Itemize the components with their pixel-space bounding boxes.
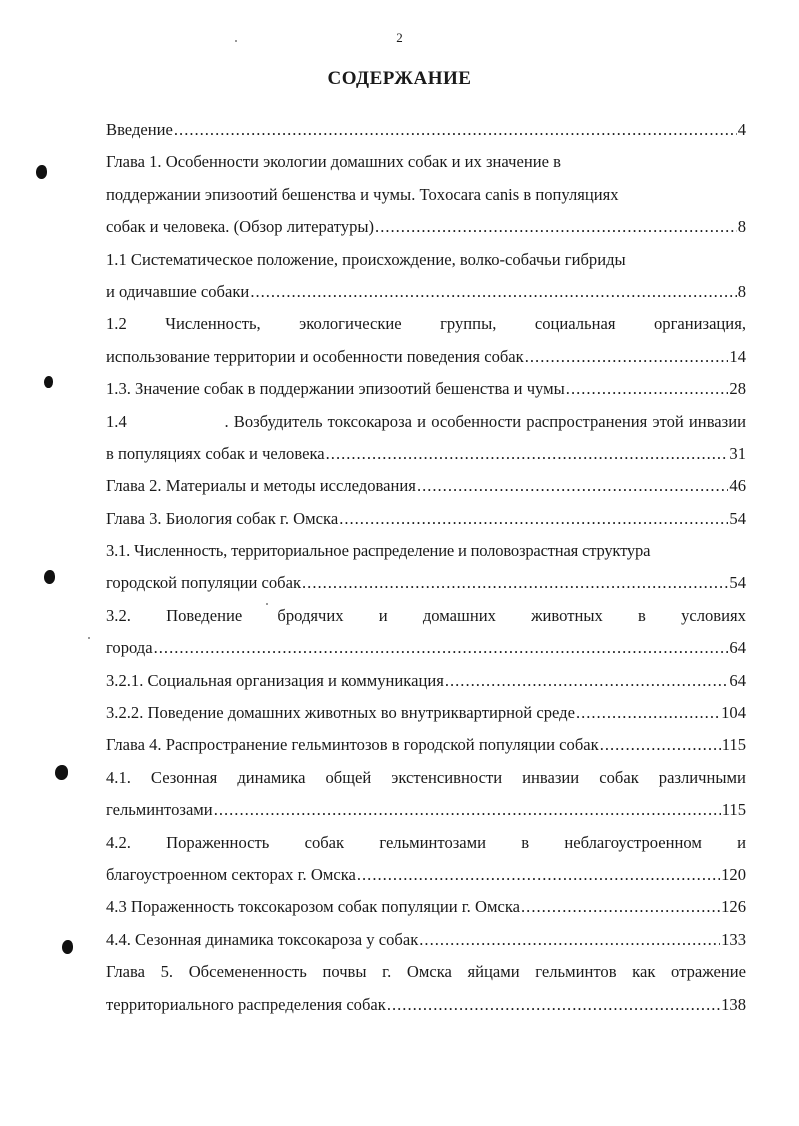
toc-word: отражение xyxy=(671,962,746,982)
toc-word: как xyxy=(632,962,656,982)
leader-dots xyxy=(302,573,728,593)
toc-word: условиях xyxy=(681,605,746,625)
toc-entry-3-1-line2[interactable] xyxy=(106,573,746,605)
toc-word: Обсемененность xyxy=(188,962,307,982)
table-of-contents xyxy=(106,120,746,1027)
toc-entry-ch2[interactable] xyxy=(106,476,746,508)
leader-dots xyxy=(525,347,729,367)
toc-entry-4-4[interactable] xyxy=(106,930,746,962)
toc-entry-text: благоустроенном секторах г. Омска xyxy=(106,864,356,884)
toc-entry-text: территориального распределения собак xyxy=(106,994,386,1014)
toc-word: инвазии xyxy=(522,767,580,787)
toc-entry-text: 4.4. Сезонная динамика токсокароза у собак xyxy=(106,929,419,949)
leader-dots xyxy=(375,217,737,237)
toc-word: животных xyxy=(531,605,603,625)
toc-entry-page: 31 xyxy=(729,443,746,463)
toc-word: 3.2. xyxy=(106,605,131,625)
toc-word: различными xyxy=(658,767,746,787)
toc-entry-text: Глава 1. Особенности экологии домашних собак и их значение в xyxy=(106,152,561,172)
toc-word: собак xyxy=(599,767,639,787)
toc-entry-page: 138 xyxy=(721,994,746,1014)
toc-entry-page: 104 xyxy=(721,703,746,723)
toc-entry-page: 120 xyxy=(721,864,746,884)
leader-dots xyxy=(250,282,736,302)
toc-entry-text: города xyxy=(106,638,153,658)
toc-entry-1-4-line2[interactable] xyxy=(106,444,746,476)
toc-entry-page: 8 xyxy=(737,217,746,237)
toc-entry-3-2-1[interactable] xyxy=(106,671,746,703)
scan-mark xyxy=(44,570,55,584)
toc-word: Омска xyxy=(406,962,452,982)
toc-word: гельминтозами xyxy=(379,832,487,852)
toc-entry-4-2-line2[interactable] xyxy=(106,865,746,897)
toc-entry-1-4-line1[interactable] xyxy=(106,412,746,444)
toc-entry-text: городской популяции собак xyxy=(106,573,302,593)
page-number: 2 xyxy=(396,30,403,45)
toc-entry-3-1-line1[interactable] xyxy=(106,541,746,573)
toc-entry-page: 115 xyxy=(721,800,746,820)
toc-word: экологические xyxy=(299,314,402,334)
toc-entry-text: собак и человека. (Обзор литературы) xyxy=(106,217,375,237)
toc-word: 4.2. xyxy=(106,832,131,852)
toc-entry-page: 54 xyxy=(729,508,746,528)
toc-entry-1-3[interactable] xyxy=(106,379,746,411)
toc-entry-ch5-line1[interactable] xyxy=(106,962,746,994)
toc-entry-text: Глава 4. Распространение гельминтозов в городской популяции собак xyxy=(106,735,599,755)
toc-word: почвы xyxy=(322,962,367,982)
toc-word: бродячих xyxy=(277,605,344,625)
leader-dots xyxy=(445,671,729,691)
toc-word: организация, xyxy=(653,314,746,334)
toc-entry-page: 46 xyxy=(729,476,746,496)
leader-dots xyxy=(521,897,720,917)
toc-entry-4-2-line1[interactable] xyxy=(106,833,746,865)
toc-entry-page: 14 xyxy=(729,346,746,366)
toc-entry-text: 3.1. Численность, территориальное распределение и половозрастная структура xyxy=(106,541,651,561)
toc-word: динамика xyxy=(237,767,306,787)
toc-entry-page: 115 xyxy=(721,735,746,755)
toc-entry-text: и одичавшие собаки xyxy=(106,281,250,301)
leader-dots xyxy=(566,379,729,399)
toc-word: гельминтов xyxy=(535,962,617,982)
leader-dots xyxy=(419,930,720,950)
toc-word: в xyxy=(638,605,646,625)
toc-word: 5. xyxy=(160,962,174,982)
scan-mark xyxy=(44,376,53,388)
toc-entry-page: 4 xyxy=(737,120,746,139)
toc-entry-page: 54 xyxy=(729,573,746,593)
toc-entry-3-2-line1[interactable] xyxy=(106,606,746,638)
toc-entry-text: поддержании эпизоотий бешенства и чумы. Toxocara canis в популяциях xyxy=(106,184,619,204)
toc-word: экстенсивности xyxy=(391,767,503,787)
toc-entry-ch1-line3[interactable] xyxy=(106,217,746,249)
toc-word: социальная xyxy=(534,314,616,334)
toc-word: яйцами xyxy=(467,962,520,982)
toc-word: Пораженность xyxy=(166,832,270,852)
toc-entry-text: 4.3 Пораженность токсокарозом собак популяции г. Омска xyxy=(106,897,521,917)
toc-entry-3-2-line2[interactable] xyxy=(106,638,746,670)
toc-entry-text: 1.1 Систематическое положение, происхождение, волко-собачьи гибриды xyxy=(106,249,626,269)
leader-dots xyxy=(339,509,728,529)
leader-dots xyxy=(326,444,729,464)
toc-entry-text: Глава 2. Материалы и методы исследования xyxy=(106,476,416,496)
toc-word: Глава xyxy=(106,962,145,982)
toc-entry-3-2-2[interactable] xyxy=(106,703,746,735)
toc-entry-1-2-line1[interactable] xyxy=(106,314,746,346)
toc-entry-ch1-line2[interactable] xyxy=(106,185,746,217)
toc-entry-page: 28 xyxy=(729,379,746,399)
leader-dots xyxy=(576,703,720,723)
toc-word: Сезонная xyxy=(150,767,218,787)
toc-entry-1-1-line1[interactable] xyxy=(106,250,746,282)
leader-dots xyxy=(214,800,721,820)
toc-word: 1.2 xyxy=(106,314,127,334)
toc-word: и xyxy=(378,605,388,625)
toc-entry-page: 126 xyxy=(721,897,746,917)
toc-entry-1-1-line2[interactable] xyxy=(106,282,746,314)
toc-entry-text: в популяциях собак и человека xyxy=(106,443,325,463)
toc-word: Численность, xyxy=(165,314,261,334)
leader-dots xyxy=(154,638,729,658)
toc-entry-ch3[interactable] xyxy=(106,509,746,541)
leader-dots xyxy=(174,120,737,140)
toc-word: общей xyxy=(325,767,372,787)
scan-speck xyxy=(235,40,237,42)
toc-word: Поведение xyxy=(166,605,243,625)
toc-word: домашних xyxy=(422,605,496,625)
toc-entry-text: 3.2.2. Поведение домашних животных во внутриквартирной среде xyxy=(106,703,575,723)
toc-word: г. xyxy=(382,962,392,982)
page-title: СОДЕРЖАНИЕ xyxy=(327,68,472,89)
toc-entry-text: . Возбудитель токсокароза и особенности распространения этой инвазии xyxy=(224,411,746,431)
toc-entry-ch5-line2[interactable] xyxy=(106,995,746,1027)
toc-entry-4-1-line1[interactable] xyxy=(106,768,746,800)
leader-dots xyxy=(357,865,720,885)
scan-speck xyxy=(88,637,90,639)
toc-word: в xyxy=(521,832,530,852)
leader-dots xyxy=(387,995,720,1015)
toc-entry-4-1-line2[interactable] xyxy=(106,800,746,832)
toc-word: собак xyxy=(304,832,345,852)
toc-entry-text: Глава 3. Биология собак г. Омска xyxy=(106,508,339,528)
scan-mark xyxy=(55,765,68,780)
toc-word: группы, xyxy=(440,314,497,334)
scan-mark xyxy=(62,940,73,954)
toc-word: 4.1. xyxy=(106,767,131,787)
toc-entry-text: гельминтозами xyxy=(106,800,213,820)
toc-entry-page: 8 xyxy=(737,281,746,301)
scan-mark xyxy=(36,165,47,179)
toc-entry-page: 64 xyxy=(729,670,746,690)
toc-entry-4-3[interactable] xyxy=(106,897,746,929)
toc-entry-text: 1.3. Значение собак в поддержании эпизоотий бешенства и чумы xyxy=(106,379,565,399)
toc-word: неблагоустроенном xyxy=(564,832,702,852)
toc-entry-text: использование территории и особенности поведения собак xyxy=(106,346,524,366)
toc-entry-ch4[interactable] xyxy=(106,735,746,767)
toc-entry-page: 133 xyxy=(721,929,746,949)
toc-entry-page: 64 xyxy=(729,638,746,658)
toc-entry-1-2-line2[interactable] xyxy=(106,347,746,379)
toc-entry-ch1-line1[interactable] xyxy=(106,152,746,184)
toc-entry-text: 3.2.1. Социальная организация и коммуникация xyxy=(106,670,444,690)
toc-section-number: 1.4 xyxy=(106,411,127,431)
leader-dots xyxy=(600,735,721,755)
toc-word: и xyxy=(737,832,746,852)
leader-dots xyxy=(417,476,728,496)
toc-entry-text: Введение xyxy=(106,120,173,139)
toc-entry-intro[interactable] xyxy=(106,120,746,152)
